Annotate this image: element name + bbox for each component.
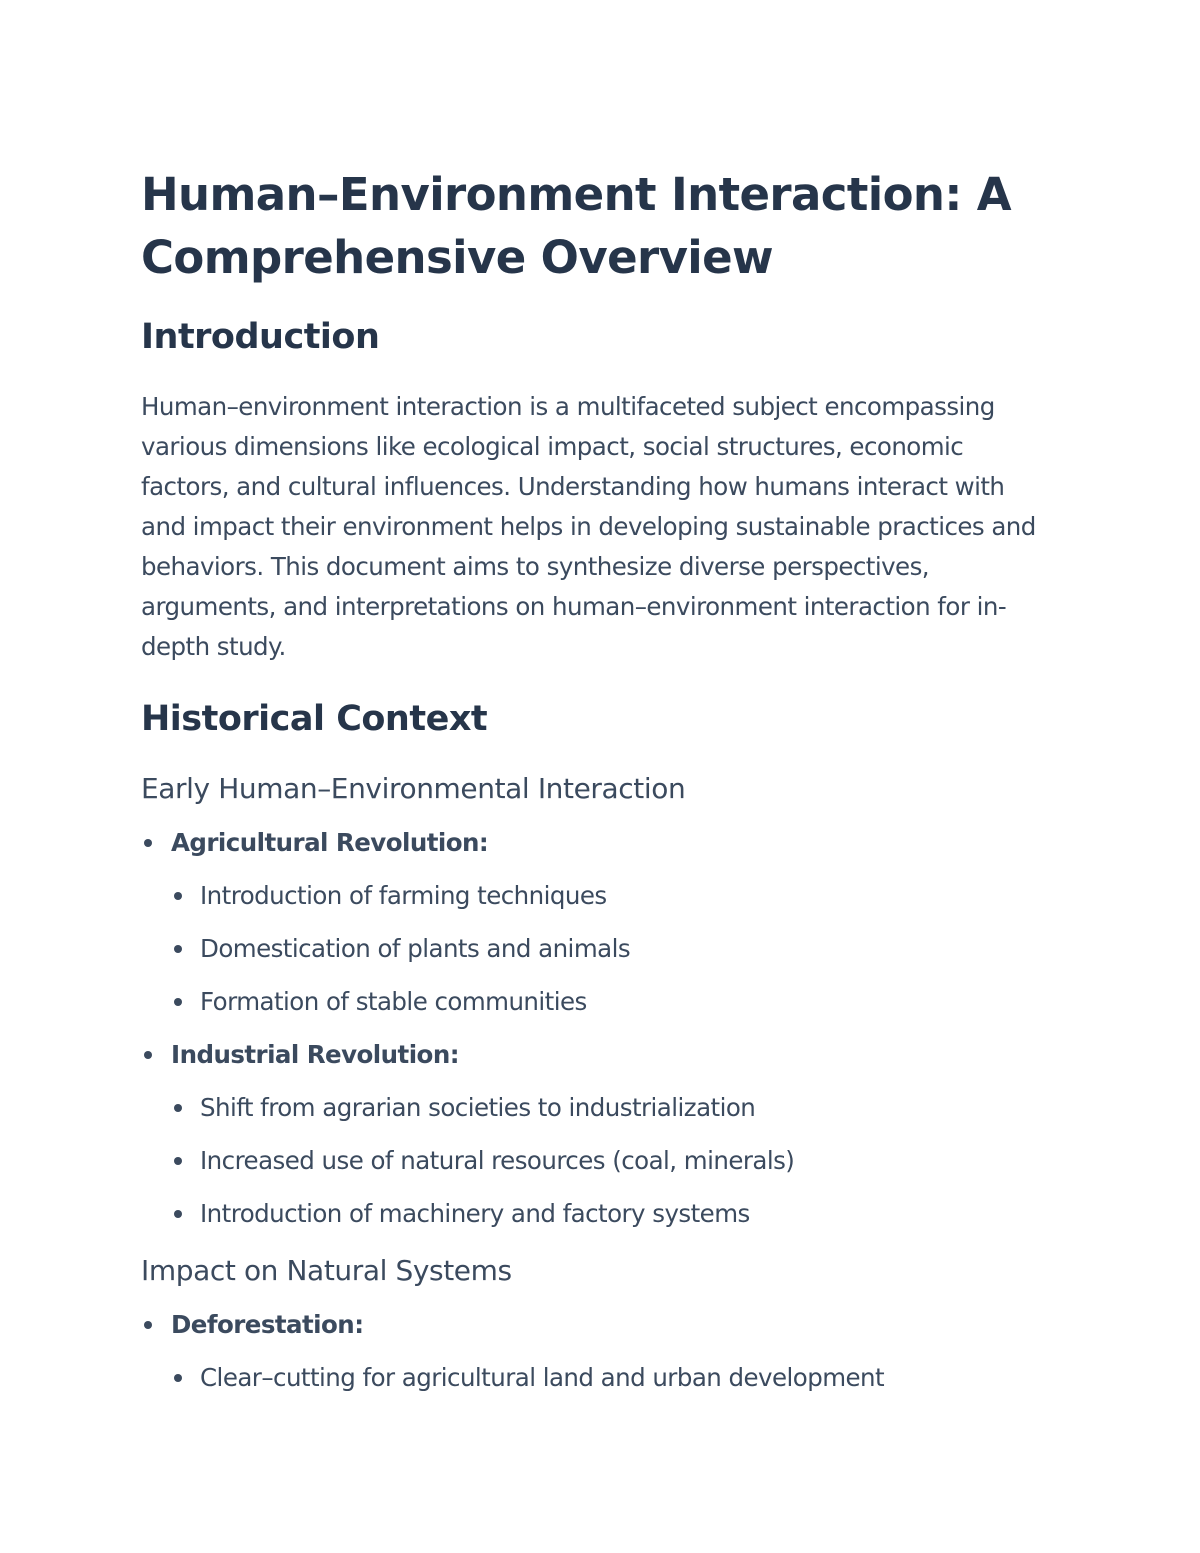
sub-list-item — [171, 1144, 1051, 1178]
list-item-label: Industrial Revolution: — [171, 1040, 459, 1069]
bullet-icon — [144, 1051, 152, 1059]
list-item — [141, 1038, 1051, 1231]
introduction-paragraph: Human–environment interaction is a multifaceted subject encompassing various dimensions like ecological impact, social structures, economic factors, and cultural influences. Understanding how humans interact with and impact their environment helps in developing sustainable practices and behaviors. This document aims to synthesize diverse perspectives, arguments, and interpretations on human–environment interaction for in-depth study. — [141, 392, 1036, 661]
sub-list-item — [171, 879, 1051, 913]
impact-list — [141, 1308, 1051, 1395]
list-item — [141, 1308, 1051, 1395]
list-item-label: Deforestation: — [171, 1310, 364, 1339]
list-item-label: Agricultural Revolution: — [171, 828, 489, 857]
subsection-heading-early-interaction: Early Human–Environmental Interaction — [141, 772, 686, 805]
sub-list-item — [171, 985, 1051, 1019]
section-heading-historical-context: Historical Context — [141, 699, 488, 739]
document-title: Human–Environment Interaction: A Comprehensive Overview — [141, 168, 1012, 284]
sub-list-item — [171, 1091, 1051, 1125]
list-item — [141, 826, 1051, 1019]
bullet-icon — [174, 1104, 182, 1112]
sub-list-item-text: Introduction of machinery and factory systems — [200, 1199, 750, 1228]
section-heading-introduction: Introduction — [141, 317, 380, 357]
subsection-heading-impact-natural-systems: Impact on Natural Systems — [141, 1254, 512, 1287]
sub-list — [171, 1361, 1051, 1395]
bullet-icon — [144, 839, 152, 847]
sub-list — [171, 879, 1051, 1019]
sub-list — [171, 1091, 1051, 1231]
sub-list-item-text: Clear–cutting for agricultural land and urban development — [200, 1363, 885, 1392]
bullet-icon — [174, 998, 182, 1006]
bullet-icon — [174, 1210, 182, 1218]
bullet-icon — [174, 892, 182, 900]
bullet-icon — [174, 945, 182, 953]
bullet-icon — [144, 1321, 152, 1329]
sub-list-item-text: Formation of stable communities — [200, 987, 587, 1016]
sub-list-item — [171, 1361, 1051, 1395]
sub-list-item-text: Introduction of farming techniques — [200, 881, 607, 910]
sub-list-item — [171, 1197, 1051, 1231]
bullet-icon — [174, 1157, 182, 1165]
sub-list-item-text: Domestication of plants and animals — [200, 934, 631, 963]
bullet-icon — [174, 1374, 182, 1382]
sub-list-item-text: Shift from agrarian societies to industrialization — [200, 1093, 756, 1122]
document-page — [141, 163, 1051, 1395]
sub-list-item — [171, 932, 1051, 966]
early-interaction-list — [141, 826, 1051, 1231]
sub-list-item-text: Increased use of natural resources (coal, minerals) — [200, 1146, 795, 1175]
